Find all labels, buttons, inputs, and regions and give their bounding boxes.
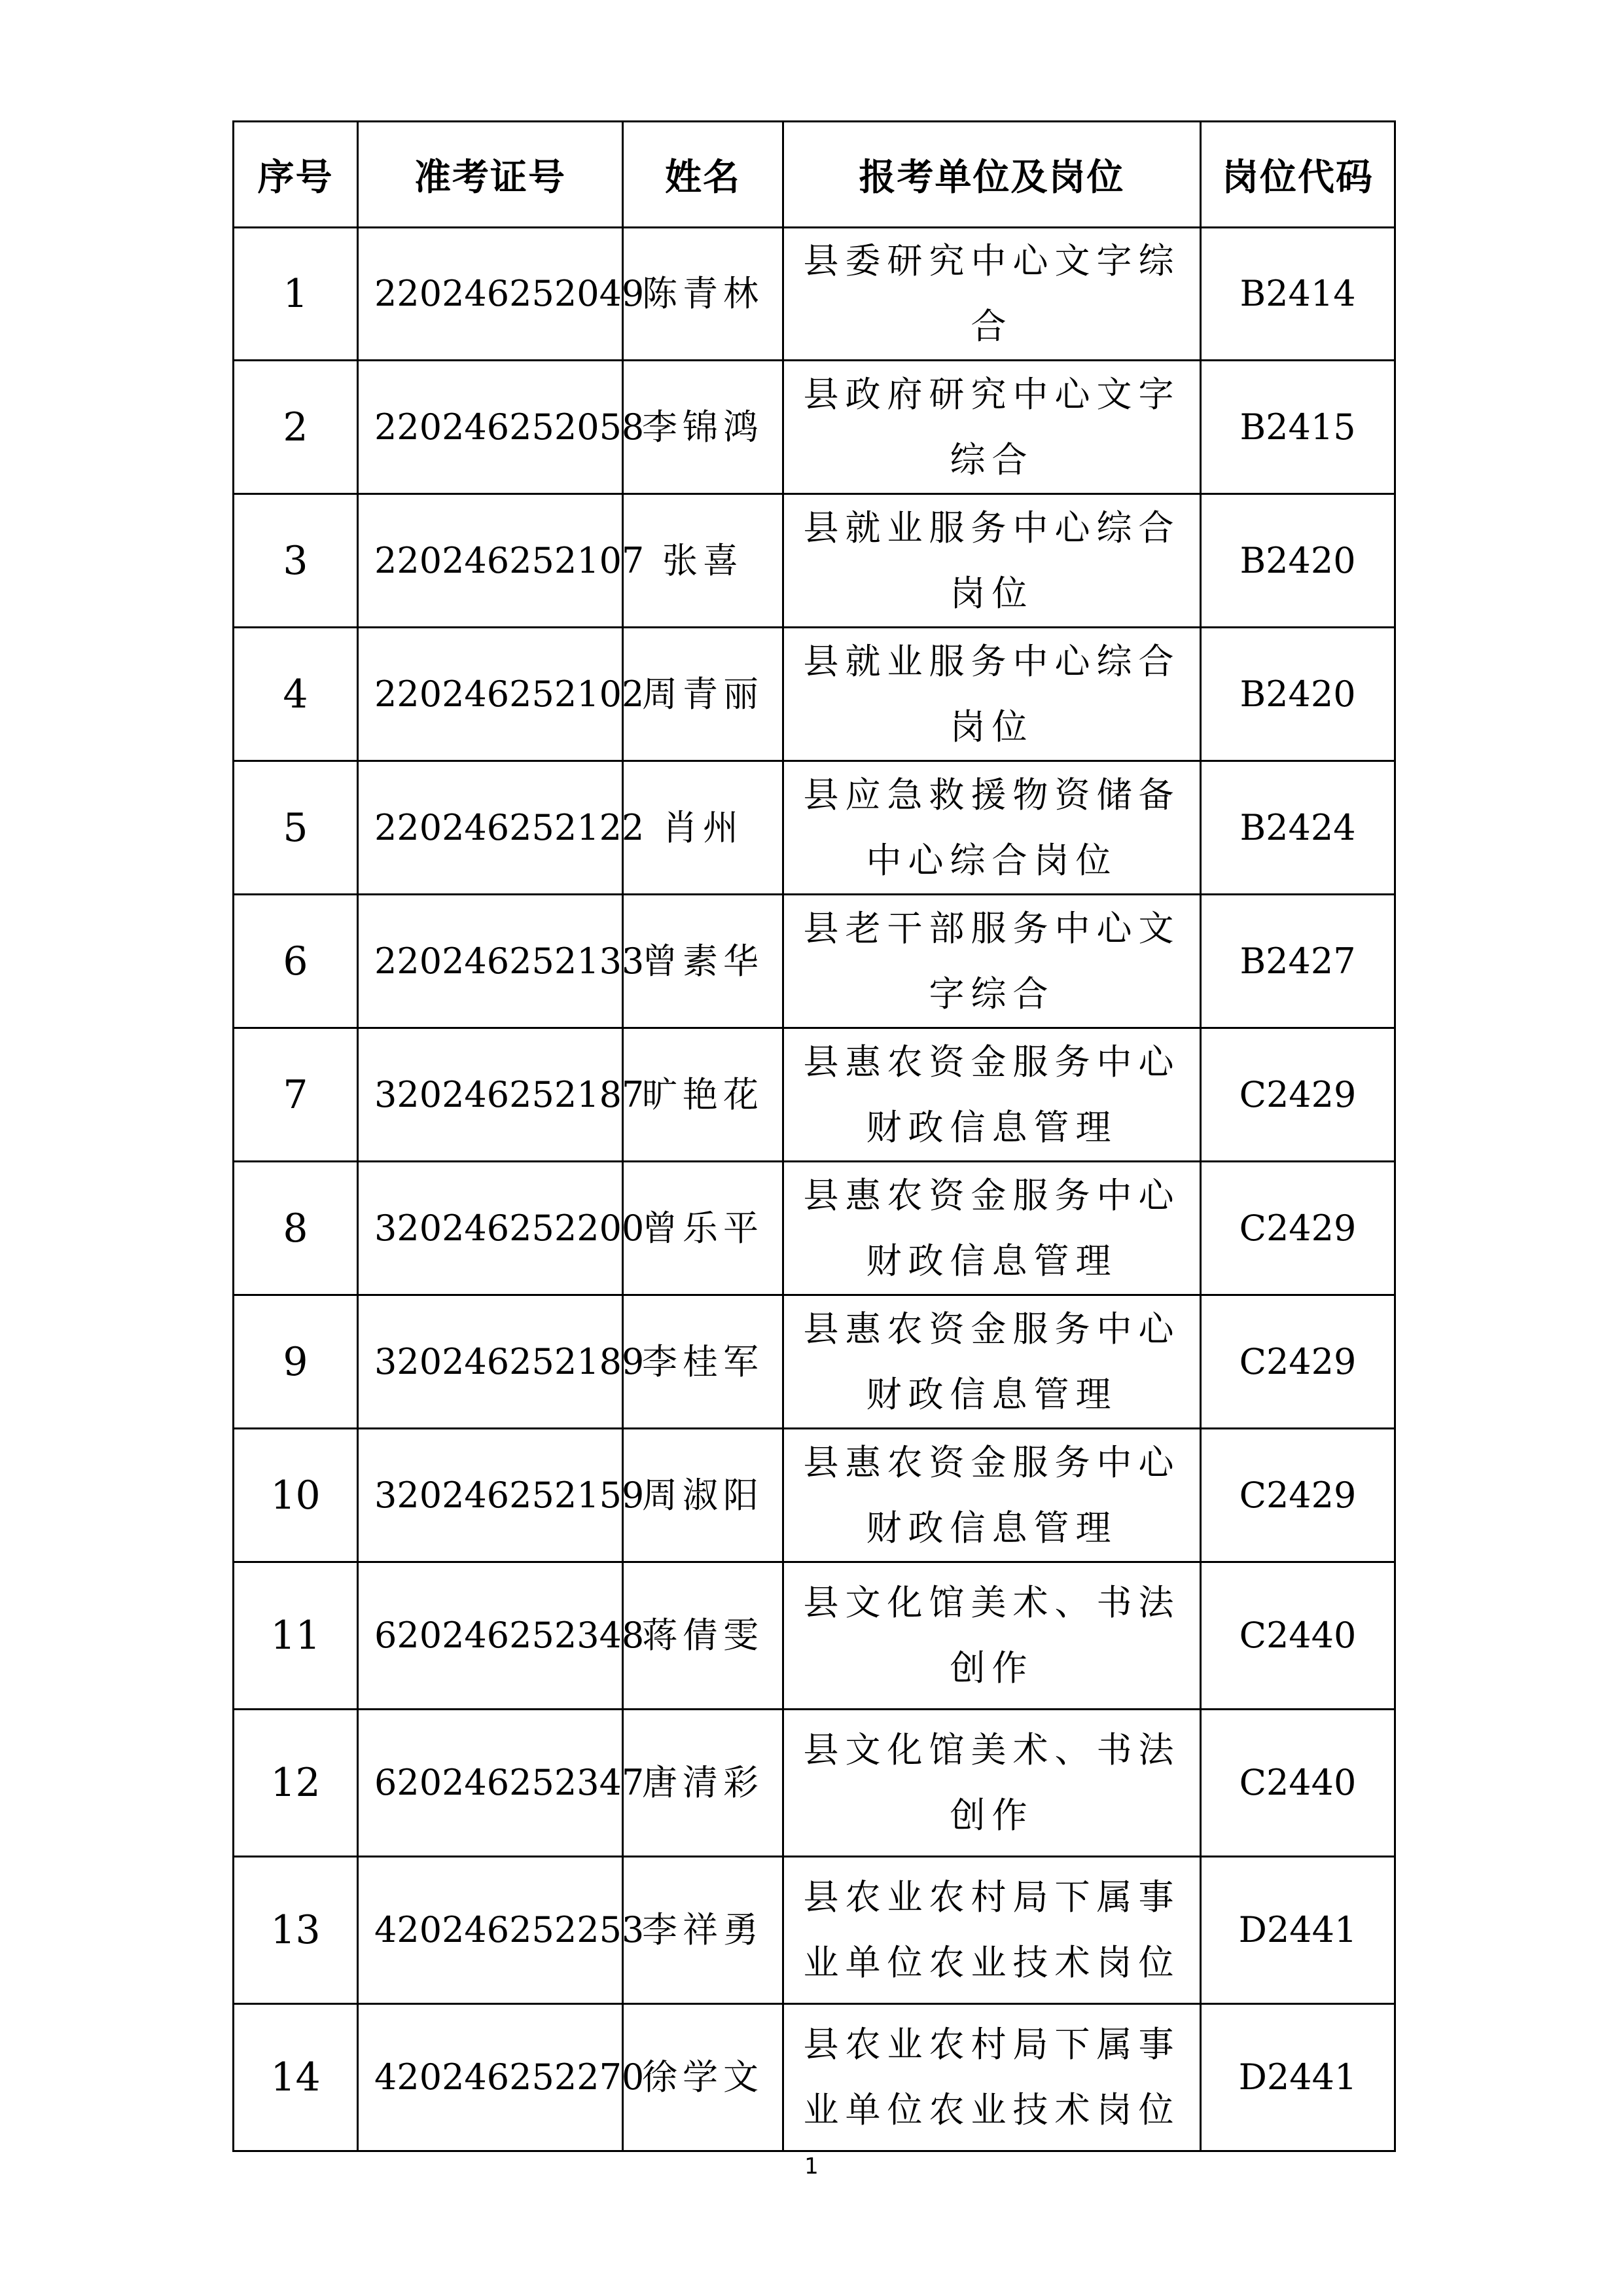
row-code: C2440: [1201, 1710, 1395, 1857]
row-index: 14: [234, 2004, 358, 2151]
row-index: 1: [234, 228, 358, 361]
row-ticket: 320246252187: [358, 1028, 623, 1162]
row-unit: 县就业服务中心综合岗位: [783, 628, 1201, 761]
table-row: [234, 628, 1395, 761]
row-name: 李桂军: [623, 1295, 783, 1429]
table-row: [234, 1429, 1395, 1562]
row-index: 9: [234, 1295, 358, 1429]
page-number: 1: [804, 2153, 819, 2179]
row-ticket: 220246252133: [358, 895, 623, 1028]
row-unit: 县惠农资金服务中心财政信息管理: [783, 1429, 1201, 1562]
row-name: 周青丽: [623, 628, 783, 761]
row-name: 肖州: [623, 761, 783, 895]
row-unit: 县农业农村局下属事业单位农业技术岗位: [783, 2004, 1201, 2151]
row-unit: 县惠农资金服务中心财政信息管理: [783, 1295, 1201, 1429]
row-code: C2440: [1201, 1562, 1395, 1710]
row-code: C2429: [1201, 1162, 1395, 1295]
table-row: [234, 1028, 1395, 1162]
table-row: [234, 895, 1395, 1028]
header-ticket-number: 准考证号: [358, 122, 623, 228]
row-index: 7: [234, 1028, 358, 1162]
row-ticket: 220246252107: [358, 494, 623, 628]
row-index: 6: [234, 895, 358, 1028]
row-code: C2429: [1201, 1295, 1395, 1429]
row-name: 陈青林: [623, 228, 783, 361]
row-name: 蒋倩雯: [623, 1562, 783, 1710]
row-code: B2427: [1201, 895, 1395, 1028]
row-unit: 县农业农村局下属事业单位农业技术岗位: [783, 1857, 1201, 2004]
row-ticket: 620246252348: [358, 1562, 623, 1710]
row-unit: 县委研究中心文字综合: [783, 228, 1201, 361]
row-ticket: 420246252270: [358, 2004, 623, 2151]
row-unit: 县惠农资金服务中心财政信息管理: [783, 1028, 1201, 1162]
row-code: D2441: [1201, 2004, 1395, 2151]
row-unit: 县就业服务中心综合岗位: [783, 494, 1201, 628]
row-code: D2441: [1201, 1857, 1395, 2004]
row-ticket: 320246252159: [358, 1429, 623, 1562]
row-code: B2420: [1201, 628, 1395, 761]
row-index: 10: [234, 1429, 358, 1562]
row-ticket: 220246252122: [358, 761, 623, 895]
row-name: 曾素华: [623, 895, 783, 1028]
table-row: [234, 1162, 1395, 1295]
row-code: C2429: [1201, 1028, 1395, 1162]
row-index: 13: [234, 1857, 358, 2004]
table-row: [234, 1562, 1395, 1710]
row-name: 唐清彩: [623, 1710, 783, 1857]
table-row: [234, 2004, 1395, 2151]
row-ticket: 620246252347: [358, 1710, 623, 1857]
table-row: [234, 1295, 1395, 1429]
header-unit-position: 报考单位及岗位: [783, 122, 1201, 228]
row-index: 2: [234, 361, 358, 494]
row-code: B2424: [1201, 761, 1395, 895]
row-unit: 县应急救援物资储备中心综合岗位: [783, 761, 1201, 895]
header-position-code: 岗位代码: [1201, 122, 1395, 228]
row-name: 李祥勇: [623, 1857, 783, 2004]
row-ticket: 320246252200: [358, 1162, 623, 1295]
table-row: [234, 761, 1395, 895]
row-ticket: 420246252253: [358, 1857, 623, 2004]
row-ticket: 320246252189: [358, 1295, 623, 1429]
row-name: 张喜: [623, 494, 783, 628]
row-index: 3: [234, 494, 358, 628]
row-code: C2429: [1201, 1429, 1395, 1562]
row-ticket: 220246252058: [358, 361, 623, 494]
row-unit: 县老干部服务中心文字综合: [783, 895, 1201, 1028]
table-row: [234, 1857, 1395, 2004]
row-unit: 县文化馆美术、书法创作: [783, 1710, 1201, 1857]
row-code: B2415: [1201, 361, 1395, 494]
table-row: [234, 494, 1395, 628]
table-row: [234, 228, 1395, 361]
row-name: 李锦鸿: [623, 361, 783, 494]
header-index: 序号: [234, 122, 358, 228]
row-name: 徐学文: [623, 2004, 783, 2151]
row-index: 11: [234, 1562, 358, 1710]
table-row: [234, 1710, 1395, 1857]
row-name: 旷艳花: [623, 1028, 783, 1162]
row-unit: 县惠农资金服务中心财政信息管理: [783, 1162, 1201, 1295]
row-index: 4: [234, 628, 358, 761]
row-ticket: 220246252049: [358, 228, 623, 361]
row-code: B2420: [1201, 494, 1395, 628]
row-name: 曾乐平: [623, 1162, 783, 1295]
candidate-table: [232, 120, 1396, 2152]
row-unit: 县文化馆美术、书法创作: [783, 1562, 1201, 1710]
table-row: [234, 361, 1395, 494]
row-ticket: 220246252102: [358, 628, 623, 761]
row-index: 5: [234, 761, 358, 895]
table-header-row: [234, 122, 1395, 228]
row-index: 8: [234, 1162, 358, 1295]
header-name: 姓名: [623, 122, 783, 228]
row-name: 周淑阳: [623, 1429, 783, 1562]
row-code: B2414: [1201, 228, 1395, 361]
row-unit: 县政府研究中心文字综合: [783, 361, 1201, 494]
row-index: 12: [234, 1710, 358, 1857]
